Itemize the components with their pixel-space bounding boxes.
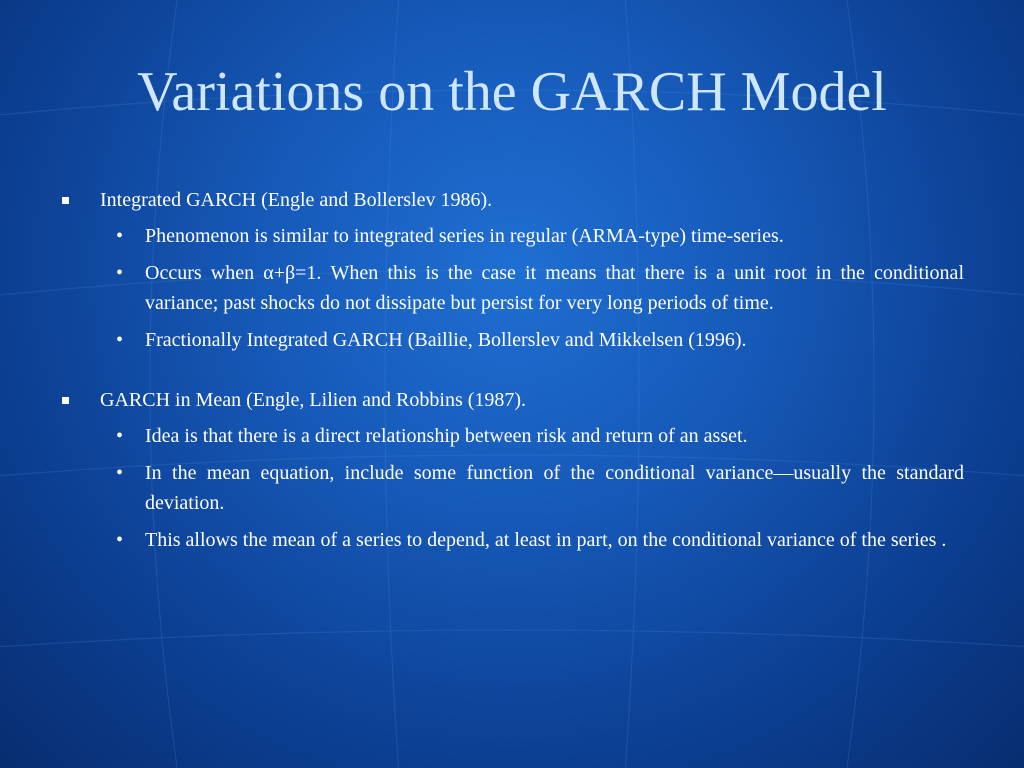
sub-bullet-item <box>60 258 964 318</box>
section-igarch <box>60 185 964 355</box>
sub-bullet-text: This allows the mean of a series to depend, at least in part, on the conditional variance of the series . <box>145 529 947 551</box>
dot-bullet-icon: • <box>116 529 124 551</box>
square-bullet-icon <box>62 197 69 204</box>
section-garch-in-mean <box>60 385 964 555</box>
square-bullet-icon <box>62 397 69 404</box>
bullet-item <box>60 385 964 415</box>
sub-bullet-text: Phenomenon is similar to integrated series in regular (ARMA-type) time-series. <box>145 225 784 247</box>
sub-bullet-text: In the mean equation, include some function of the conditional variance—usually the standard deviation. <box>145 462 964 514</box>
dot-bullet-icon: • <box>116 425 124 447</box>
sub-bullet-list <box>60 221 964 355</box>
dot-bullet-icon: • <box>116 262 124 284</box>
dot-bullet-icon: • <box>116 225 124 247</box>
sub-bullet-text: Occurs when α+β=1. When this is the case it means that there is a unit root in the conditional variance; past shocks do not dissipate but persist for very long periods of time. <box>145 262 964 314</box>
sub-bullet-text: Idea is that there is a direct relationship between risk and return of an asset. <box>145 425 748 447</box>
slide-content <box>60 185 964 562</box>
dot-bullet-icon: • <box>116 462 124 484</box>
slide-title: Variations on the GARCH Model <box>137 61 887 123</box>
bullet-text: Integrated GARCH (Engle and Bollerslev 1986). <box>100 189 493 211</box>
sub-bullet-list <box>60 421 964 555</box>
sub-bullet-item <box>60 325 964 355</box>
sub-bullet-item <box>60 421 964 451</box>
bullet-item <box>60 185 964 215</box>
sub-bullet-item <box>60 221 964 251</box>
sub-bullet-item <box>60 525 964 555</box>
sub-bullet-item <box>60 458 964 518</box>
dot-bullet-icon: • <box>116 329 124 351</box>
bullet-text: GARCH in Mean (Engle, Lilien and Robbins (1987). <box>100 389 527 411</box>
sub-bullet-text: Fractionally Integrated GARCH (Baillie, Bollerslev and Mikkelsen (1996). <box>145 329 747 351</box>
